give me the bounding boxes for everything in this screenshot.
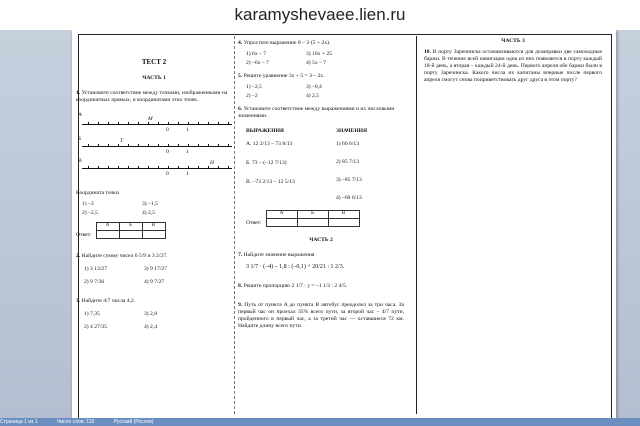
axis-tick <box>88 166 89 169</box>
column-2 <box>238 32 404 418</box>
expr-heading: ВЫРАЖЕНИЯ <box>246 127 284 134</box>
point-label-m: M <box>148 115 153 122</box>
option: 4) 9 7/27 <box>144 278 165 285</box>
axis-tick <box>98 166 99 169</box>
axis-tick <box>148 144 149 147</box>
option: 3) –1,5 <box>142 200 158 207</box>
axis-tick <box>218 144 219 147</box>
question-3: 3. Найдите 4/7 числа 4,2. <box>76 297 136 304</box>
option: 4) 2,5 <box>306 92 320 99</box>
question-10: 10. В порту Заречинска останавливаются для дозаправки две самоходные баржи. В течение всей навигации одна из них появляется в порту каждый 18-й день, а вторая – каждый 24-й день. Первого апреля обе баржи были в порту Заречинска. Какого числа их капитаны вперные после первого апреля смогут снова поприветствовать друг друга в этом порту? <box>424 48 602 83</box>
coords-label: Координата точки <box>76 189 119 196</box>
line-label-v: В <box>78 157 82 164</box>
option: 1) 3 13/27 <box>84 265 107 272</box>
answer-label: Ответ: <box>246 219 262 226</box>
option: 3) 9 17/27 <box>144 265 167 272</box>
column-3 <box>424 32 602 418</box>
part-1-heading: ЧАСТЬ 1 <box>142 74 166 81</box>
number-line-a <box>82 124 232 125</box>
question-7: 7. Найдите значение выражения <box>238 251 315 258</box>
question-4: 4. Упростите выражение 8 – 3·(5 + 2x). <box>238 40 331 46</box>
option: 2) –2 <box>246 92 258 99</box>
axis-tick <box>228 122 229 125</box>
coords-options <box>82 201 232 217</box>
q4-options <box>246 51 404 67</box>
axis-tick <box>158 122 159 125</box>
axis-tick <box>198 144 199 147</box>
axis-tick <box>218 122 219 125</box>
status-page[interactable]: Страница 1 из 1 <box>0 419 38 425</box>
axis-tick <box>198 166 199 169</box>
status-word-count[interactable]: Число слов: 115 <box>56 419 95 425</box>
option: 1) –2,5 <box>246 83 262 90</box>
axis-tick <box>168 122 169 125</box>
option: 2) –6x – 7 <box>246 59 269 66</box>
expression: В. –73 2/13 – 12 5/13 <box>246 178 295 185</box>
site-watermark: karamyshevaee.lien.ru <box>0 0 640 30</box>
axis-tick <box>168 144 169 147</box>
axis-tick <box>208 144 209 147</box>
number-lines <box>76 104 232 186</box>
expression: Б. 73 – (–12 7/13) <box>246 159 287 166</box>
axis-tick <box>148 122 149 125</box>
axis-tick <box>208 122 209 125</box>
axis-tick <box>128 166 129 169</box>
axis-tick <box>148 166 149 169</box>
axis-tick <box>178 122 179 125</box>
column-divider <box>234 36 235 414</box>
axis-tick <box>128 122 129 125</box>
question-5: 5. Решите уравнение 3x + 5 = 3 – 2x. <box>238 72 325 79</box>
expression: А. 12 2/13 – 73 8/13 <box>246 140 293 147</box>
answer-row <box>76 222 232 239</box>
answer-row <box>246 210 404 227</box>
part-3-heading: ЧАСТЬ 3 <box>501 38 525 44</box>
zero-label: 0 <box>166 148 169 155</box>
answer-label: Ответ: <box>76 231 92 238</box>
axis-tick <box>208 166 209 169</box>
one-label: 1 <box>186 126 189 133</box>
question-8: 8. Решите пропорцию 2 1/7 : y = –1 1/3 : 2 4/5. <box>238 283 348 290</box>
zero-label: 0 <box>166 170 169 177</box>
value: 2) 85 7/13 <box>336 158 359 165</box>
q7-expression: 3 1/7 · (–4) – 1,8 : (–0,1) + 20/21 : 1 2/3. <box>246 263 345 270</box>
q6-table <box>246 128 404 202</box>
option: 2) –2,5 <box>82 209 98 216</box>
axis-tick <box>88 122 89 125</box>
axis-tick <box>188 144 189 147</box>
point-label-h: H <box>210 159 215 166</box>
axis-tick <box>228 144 229 147</box>
values-heading: ЗНАЧЕНИЯ <box>336 127 368 134</box>
axis-tick <box>128 144 129 147</box>
number-line-b <box>82 146 232 147</box>
option: 3) 2,8 <box>144 310 158 317</box>
status-language[interactable]: Русский (Россия) <box>113 419 154 425</box>
answer-table[interactable]: А Б В <box>96 222 166 239</box>
axis-tick <box>108 122 109 125</box>
document-page[interactable] <box>72 30 616 422</box>
axis-tick <box>178 144 179 147</box>
option: 1) –3 <box>82 200 94 207</box>
question-9: 9. Путь от пункта A до пункта B автобус преодолел за три часа. За первый час он проехал 35% всего пути, за второй час – 4/7 пути, пройденного в первый час, а за третий час — оставшиеся 72 км. Найдите длину всего пути. <box>238 302 404 330</box>
axis-tick <box>198 122 199 125</box>
one-label: 1 <box>186 148 189 155</box>
part-2-heading: ЧАСТЬ 2 <box>309 236 333 243</box>
option: 4) 2,4 <box>144 323 158 330</box>
axis-tick <box>108 166 109 169</box>
value: 4) –60 6/13 <box>336 194 362 201</box>
axis-tick <box>228 166 229 169</box>
column-1 <box>76 32 232 418</box>
option: 1) 7,35 <box>84 310 100 317</box>
q2-options <box>84 266 232 286</box>
q3-options <box>84 311 232 331</box>
option: 4) 5x – 7 <box>306 59 327 66</box>
axis-tick <box>118 122 119 125</box>
point-label-t: T <box>120 137 124 144</box>
question-2: 2. Найдите сумму чисел 6 5/9 и 3 2/27. <box>76 252 168 259</box>
axis-tick <box>98 144 99 147</box>
axis-tick <box>138 166 139 169</box>
option: 3) –0,4 <box>306 83 322 90</box>
value: 3) –85 7/13 <box>336 176 362 183</box>
option: 1) 6x – 7 <box>246 50 267 57</box>
axis-tick <box>158 166 159 169</box>
question-1: 1. Установите соответствие между точками, изображенными на координатных прямых, и координатами этих точек. <box>76 89 228 103</box>
option: 2) 9 7/36 <box>84 278 105 285</box>
value: 1) 60 6/13 <box>336 140 359 147</box>
line-label-b: Б <box>78 135 82 142</box>
axis-tick <box>138 122 139 125</box>
question-6: 6. Установите соответствие между выражениями и их числовыми значениями. <box>238 105 395 119</box>
line-label-a: А <box>78 111 83 118</box>
axis-tick <box>188 166 189 169</box>
q5-options <box>246 84 404 100</box>
option: 2) 4 27/35 <box>84 323 107 330</box>
one-label: 1 <box>186 170 189 177</box>
axis-tick <box>138 144 139 147</box>
test-title: ТЕСТ 2 <box>141 58 167 66</box>
axis-tick <box>118 144 119 147</box>
axis-tick <box>88 144 89 147</box>
option: 3) 10x + 25 <box>306 50 332 57</box>
answer-table[interactable]: А Б В <box>266 210 360 227</box>
axis-tick <box>118 166 119 169</box>
option: 4) 2,5 <box>142 209 156 216</box>
axis-tick <box>158 144 159 147</box>
axis-tick <box>188 122 189 125</box>
axis-tick <box>108 144 109 147</box>
axis-tick <box>168 166 169 169</box>
zero-label: 0 <box>166 126 169 133</box>
axis-tick <box>98 122 99 125</box>
axis-tick <box>178 166 179 169</box>
column-divider <box>416 36 417 414</box>
axis-tick <box>218 166 219 169</box>
status-bar <box>0 418 640 426</box>
number-line-v <box>82 168 232 169</box>
